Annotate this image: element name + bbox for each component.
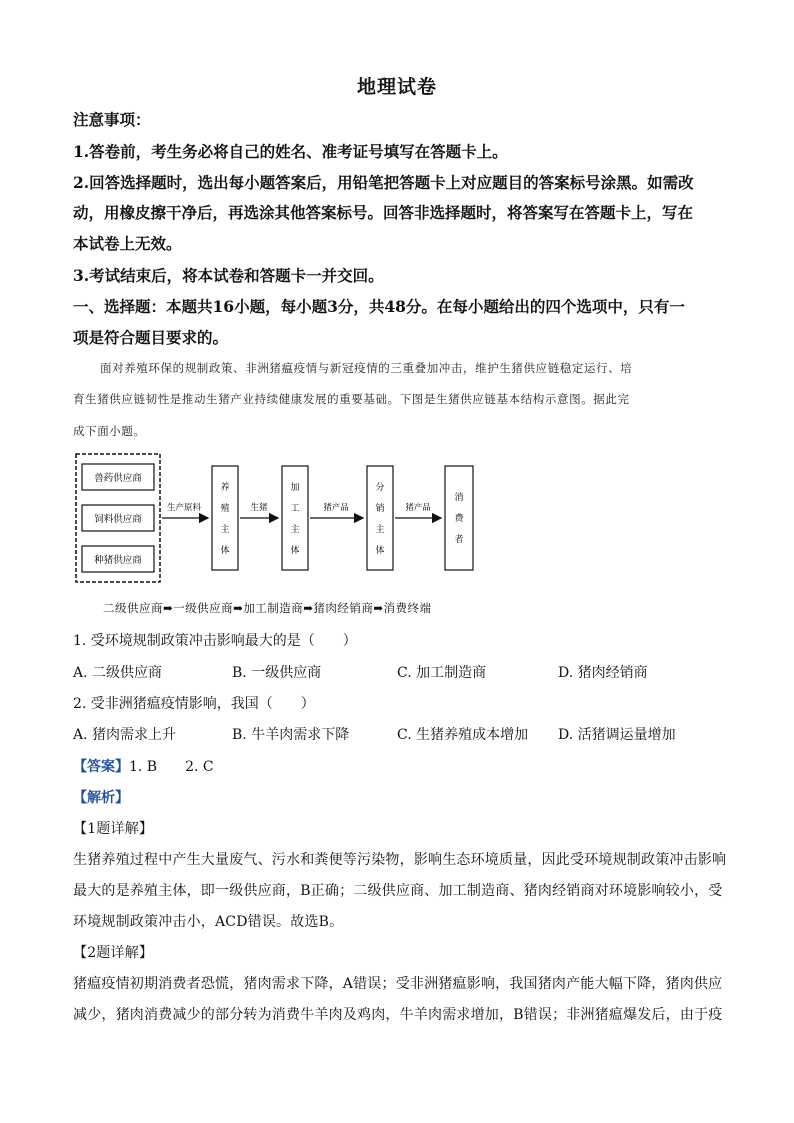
notice-line: 2.回答选择题时，选出每小题答案后，用铅笔把答题卡上对应题目的答案标号涂黑。如需改 — [73, 173, 694, 192]
detail1-line: 生猪养殖过程中产生大量废气、污水和粪便等污染物，影响生态环境质量，因此受环境规制政策冲击影响 — [73, 852, 727, 868]
box-char: 销 — [375, 504, 385, 514]
passage-line: 面对养殖环保的规制政策、非洲猪瘟疫情与新冠疫情的三重叠加冲击，维护生猪供应链稳定运行、培 — [100, 361, 633, 375]
option-c: C. 加工制造商 — [397, 665, 487, 681]
box-char: 体 — [220, 546, 230, 556]
box-char: 分 — [375, 483, 385, 493]
supply-chain-diagram — [70, 448, 490, 590]
detail2-heading: 【2题详解】 — [73, 945, 154, 961]
notice-line: 1.答卷前，考生务必将自己的姓名、准考证号填写在答题卡上。 — [73, 142, 508, 161]
detail2-line: 猪瘟疫情初期消费者恐慌，猪肉需求下降，A错误；受非洲猪瘟影响，我国猪肉产能大幅下降，猪肉供应 — [73, 976, 723, 992]
arrow-label: 猪产品 — [405, 503, 431, 513]
option-a: A. 二级供应商 — [73, 665, 163, 681]
question-stem: 1. 受环境规制政策冲击影响最大的是（ ） — [73, 633, 357, 649]
answer-tag: 【答案】 — [73, 759, 129, 775]
box-char: 殖 — [220, 504, 230, 514]
box-char: 加 — [290, 483, 300, 493]
detail1-heading: 【1题详解】 — [73, 821, 154, 837]
passage-line: 成下面小题。 — [73, 424, 146, 438]
box-char: 养 — [220, 483, 230, 493]
option-b: B. 牛羊肉需求下降 — [232, 727, 350, 743]
passage-line: 育生猪供应链韧性是推动生猪产业持续健康发展的重要基础。下图是生猪供应链基本结构示意图。据此完 — [73, 392, 630, 406]
box-char: 费 — [454, 514, 464, 524]
notice-line: 动，用橡皮擦干净后，再选涂其他答案标号。回答非选择题时，将答案写在答题卡上，写在 — [73, 203, 694, 222]
detail1-line: 环境规制政策冲击小，ACD错误。故选B。 — [73, 914, 344, 930]
detail1-line: 最大的是养殖主体，即一级供应商，B正确；二级供应商、加工制造商、猪肉经销商对环境影响较小，受 — [73, 883, 723, 899]
section-heading-cont: 项是符合题目要求的。 — [73, 328, 229, 347]
diagram-caption: 二级供应商➡一级供应商➡加工制造商➡猪肉经销商➡消费终端 — [103, 601, 432, 615]
arrow-label: 猪产品 — [323, 503, 349, 513]
box-char: 消 — [454, 493, 464, 503]
arrow-label: 生猪 — [250, 503, 268, 513]
section-heading: 一、选择题：本题共16小题，每小题3分，共48分。在每小题给出的四个选项中，只有一 — [73, 297, 685, 316]
box-char: 体 — [375, 546, 385, 556]
box-char: 体 — [290, 546, 300, 556]
box-char: 主 — [220, 525, 230, 535]
question-stem: 2. 受非洲猪瘟疫情影响，我国（ ） — [73, 696, 315, 712]
option-c: C. 生猪养殖成本增加 — [397, 727, 529, 743]
answer-line — [73, 756, 214, 776]
notice-heading: 注意事项： — [73, 110, 151, 129]
box-char: 工 — [290, 504, 300, 514]
box-char: 主 — [290, 525, 300, 535]
supplier-label: 兽药供应商 — [94, 473, 142, 484]
supplier-label: 种猪供应商 — [94, 555, 142, 566]
answer-text: 1. B 2. C — [129, 759, 214, 775]
option-a: A. 猪肉需求上升 — [73, 727, 177, 743]
analysis-tag: 【解析】 — [73, 790, 129, 806]
supplier-label: 饲料供应商 — [94, 514, 142, 525]
arrow-label: 生产原料 — [166, 503, 202, 513]
box-char: 主 — [375, 525, 385, 535]
notice-line: 本试卷上无效。 — [73, 234, 182, 253]
analysis-line — [73, 787, 129, 807]
page-title: 地理试卷 — [356, 76, 437, 98]
option-d: D. 猪肉经销商 — [558, 665, 648, 681]
notice-line: 3.考试结束后，将本试卷和答题卡一并交回。 — [73, 266, 384, 285]
option-d: D. 活猪调运量增加 — [558, 727, 676, 743]
detail2-line: 减少，猪肉消费减少的部分转为消费牛羊肉及鸡肉，牛羊肉需求增加，B错误；非洲猪瘟爆发后，由于疫 — [73, 1007, 723, 1023]
box-char: 者 — [454, 535, 464, 545]
option-b: B. 一级供应商 — [232, 665, 322, 681]
